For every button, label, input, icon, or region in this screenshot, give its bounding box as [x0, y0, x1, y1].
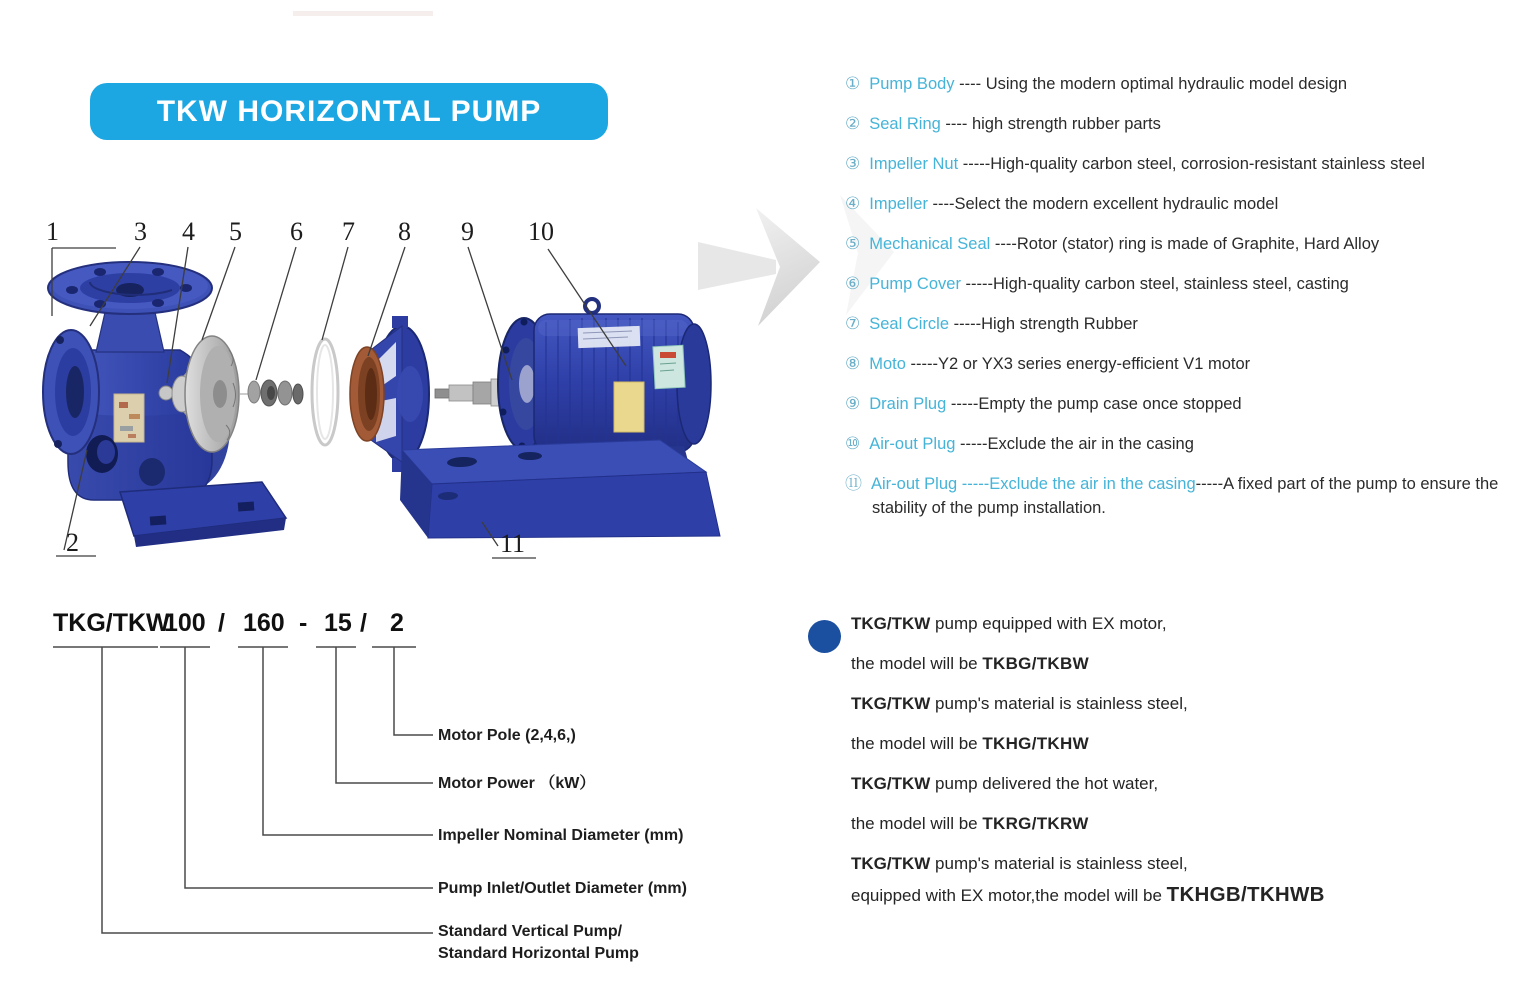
page-title: TKW HORIZONTAL PUMP	[156, 94, 542, 128]
motor-part	[435, 299, 711, 452]
part-description: ---- high strength rubber parts	[940, 115, 1161, 133]
callout-1: 1	[46, 217, 59, 246]
label-impeller-diameter: Impeller Nominal Diameter (mm)	[438, 827, 684, 844]
motor-shaft	[435, 389, 449, 398]
parts-list-item	[845, 192, 1505, 216]
part-description: ---- Using the modern optimal hydraulic model design	[954, 75, 1348, 93]
variant-model-code: TKHG/TKHW	[982, 734, 1089, 753]
part-description: -----Y2 or YX3 series energy-efficient V1 motor	[905, 355, 1251, 373]
parts-list-item	[845, 392, 1505, 416]
part-name: Air-out Plug	[871, 475, 958, 493]
variant-line	[851, 612, 1506, 636]
part-name: Impeller	[869, 195, 928, 213]
parts-list-item	[845, 232, 1505, 256]
model-segment-dash: -	[299, 609, 308, 637]
part-name: Seal Circle	[869, 315, 950, 333]
variant-text: pump's material is stainless steel,	[930, 694, 1188, 713]
pump-body-part	[43, 262, 286, 547]
arrow-tail-shape	[698, 242, 776, 290]
part-number-badge: ④	[845, 194, 861, 213]
seal-circle-part	[312, 339, 338, 445]
variant-text: the model will be	[851, 654, 983, 673]
callout-8: 8	[398, 217, 411, 246]
part-number-badge: ⑩	[845, 434, 861, 453]
variant-line	[851, 852, 1506, 876]
model-tree-lines	[53, 647, 433, 933]
part-number-badge: ⑤	[845, 234, 861, 253]
variant-text: equipped with EX motor,the model will be	[851, 886, 1167, 905]
motor-base-part	[400, 440, 720, 538]
motor-sticker-teal	[653, 345, 685, 389]
variant-model-lead: TKG/TKW	[851, 774, 931, 793]
part-number-badge: ①	[845, 74, 861, 93]
variant-model-lead: TKG/TKW	[851, 614, 931, 633]
part-name: Mechanical Seal	[869, 235, 991, 253]
parts-list-item	[845, 112, 1505, 136]
label-standard-1: Standard Vertical Pump/	[438, 923, 623, 940]
motor-sticker-yellow	[614, 382, 644, 432]
parts-list-item	[845, 312, 1505, 336]
part-name: Moto	[869, 355, 906, 373]
variant-model-lead: TKG/TKW	[851, 854, 931, 873]
variant-text: the model will be	[851, 814, 983, 833]
top-decorative-strip	[293, 11, 433, 16]
variant-line	[851, 692, 1506, 716]
mechanical-seal-parts	[240, 380, 303, 406]
model-segment-pole: 2	[390, 609, 404, 637]
part-number-badge: ②	[845, 114, 861, 133]
label-motor-power: Motor Power （kW）	[438, 775, 596, 792]
part-description: -----Empty the pump case once stopped	[946, 395, 1242, 413]
variant-line	[851, 732, 1506, 756]
callout-7: 7	[342, 217, 355, 246]
bullet-icon	[808, 620, 841, 653]
variant-text: the model will be	[851, 734, 983, 753]
callout-4: 4	[182, 217, 195, 246]
part-description: ----Rotor (stator) ring is made of Graphite, Hard Alloy	[990, 235, 1380, 253]
part-number-badge: ⑦	[845, 314, 861, 333]
pump-exploded-diagram	[30, 200, 740, 580]
part-description: -----High-quality carbon steel, corrosion-resistant stainless steel	[958, 155, 1425, 173]
part-description: -----High strength Rubber	[949, 315, 1138, 333]
callout-5: 5	[229, 217, 242, 246]
model-code-diagram	[40, 595, 750, 995]
model-segment-inlet: 100	[164, 609, 206, 637]
label-standard-2: Standard Horizontal Pump	[438, 945, 639, 962]
part-number-badge: ③	[845, 154, 861, 173]
label-inlet-outlet: Pump Inlet/Outlet Diameter (mm)	[438, 880, 687, 897]
part-number-badge: ⑧	[845, 354, 861, 373]
pump-cover-part	[350, 316, 429, 472]
model-segment-impeller: 160	[243, 609, 285, 637]
variant-model-lead: TKG/TKW	[851, 694, 931, 713]
variant-lines	[851, 612, 1506, 908]
variant-text: pump equipped with EX motor,	[930, 614, 1167, 633]
parts-list-item	[845, 72, 1505, 96]
part-description: ----Select the modern excellent hydraulic model	[927, 195, 1279, 213]
model-segment-power: 15	[324, 609, 352, 637]
part-name-tail: -----Exclude the air in the casing	[957, 475, 1196, 493]
part-number-badge: ⑪	[845, 474, 862, 493]
variant-line	[851, 652, 1506, 676]
callout-11: 11	[500, 529, 526, 558]
part-name: Seal Ring	[869, 115, 941, 133]
part-name: Pump Cover	[869, 275, 961, 293]
variant-text: pump delivered the hot water,	[930, 774, 1159, 793]
model-segment-series: TKG/TKW	[53, 609, 170, 637]
part-description: -----A fixed part of the pump to ensure the stability of the pump installation.	[872, 475, 1503, 517]
parts-list-item	[845, 152, 1505, 176]
callout-10: 10	[528, 217, 554, 246]
part-name: Pump Body	[869, 75, 955, 93]
model-segment-slash1: /	[218, 609, 225, 637]
parts-list-item	[845, 472, 1505, 520]
variant-line	[851, 772, 1506, 796]
callout-6: 6	[290, 217, 303, 246]
variant-model-code: TKHGB/TKHWB	[1166, 883, 1325, 906]
part-number-badge: ⑥	[845, 274, 861, 293]
variant-line	[851, 883, 1506, 908]
callout-9: 9	[461, 217, 474, 246]
part-description: -----Exclude the air in the casing	[955, 435, 1194, 453]
parts-list-item	[845, 352, 1505, 376]
variant-line	[851, 812, 1506, 836]
part-name: Impeller Nut	[869, 155, 959, 173]
variant-model-code: TKBG/TKBW	[982, 654, 1089, 673]
model-segment-slash2: /	[360, 609, 367, 637]
variant-model-code: TKRG/TKRW	[982, 814, 1089, 833]
part-description: -----High-quality carbon steel, stainless steel, casting	[960, 275, 1349, 293]
parts-list-item	[845, 432, 1505, 456]
parts-list-item	[845, 272, 1505, 296]
model-variants	[806, 612, 1506, 924]
callout-2: 2	[66, 528, 79, 557]
variant-text: pump's material is stainless steel,	[930, 854, 1188, 873]
part-name: Drain Plug	[869, 395, 947, 413]
part-number-badge: ⑨	[845, 394, 861, 413]
parts-list	[845, 72, 1505, 536]
impeller-nut	[159, 386, 173, 400]
label-motor-pole: Motor Pole (2,4,6,)	[438, 727, 576, 744]
callout-3: 3	[134, 217, 147, 246]
part-name: Air-out Plug	[869, 435, 956, 453]
title-banner	[90, 83, 608, 140]
